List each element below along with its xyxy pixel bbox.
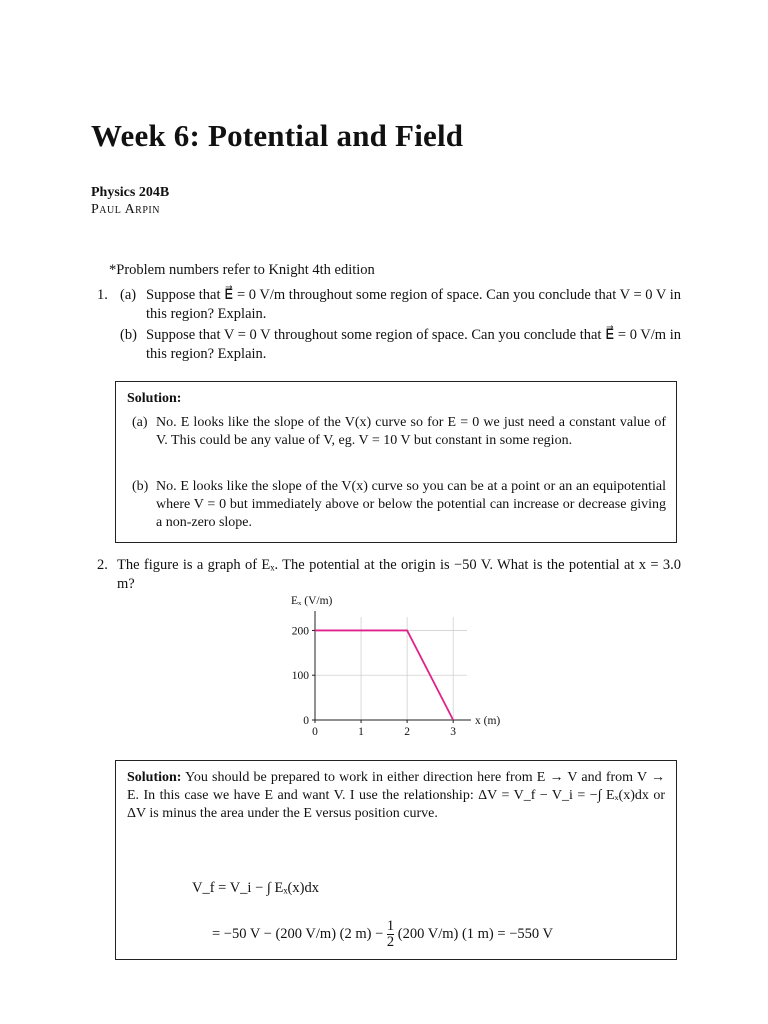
y-tick-label: 100: [291, 670, 309, 683]
x-tick-label: 0: [312, 726, 318, 738]
solution-heading: Solution:: [127, 770, 182, 785]
part-label: (b): [132, 479, 149, 494]
part-label: (b): [120, 327, 137, 343]
eq-part-a: = −50 V − (200 V/m) (2 m) −: [212, 925, 384, 942]
problem-1b: [120, 326, 681, 364]
x-tick-label: 1: [358, 726, 364, 738]
x-tick-label: 3: [450, 726, 457, 738]
course-name: Physics 204B: [91, 185, 170, 200]
part-text: Suppose that V = 0 V throughout some region of space. Can you conclude that E⃗ = 0 V/m in this region? Explain.: [146, 327, 681, 362]
problem-text: The figure is a graph of Eₓ. The potential at the origin is −50 V. What is the potential at x = 3.0 m?: [117, 557, 681, 592]
part-text: No. E looks like the slope of the V(x) curve so you can be at a point or an an equipotential where V = 0 but immediately above or below the potential can increase or decrease giving a non-zero slope.: [156, 479, 666, 530]
solution-text-block: [127, 769, 665, 823]
solution-1b: [132, 478, 666, 536]
solution-text: You should be prepared to work in either direction here from E → V and from V → E. In this case we have E and want V. I use the relationship: ΔV = V_f − V_i = −∫ Eₓ(x)dx or ΔV is minus the area under the E versus position curve.: [127, 770, 665, 821]
equation-line-2: [212, 919, 553, 950]
part-text: No. E looks like the slope of the V(x) curve so for E = 0 we just need a constant value of V. This could be any value of V, eg. V = 10 V but constant in some region.: [156, 415, 666, 448]
x-axis-label: x (m): [475, 715, 501, 727]
solution-1a: [132, 414, 666, 472]
page-title: Week 6: Potential and Field: [91, 118, 464, 153]
fraction-numerator: 1: [386, 918, 395, 934]
y-tick-label: 200: [291, 625, 309, 638]
ex-graph: [280, 588, 520, 748]
part-text: Suppose that E⃗ = 0 V/m throughout some region of space. Can you conclude that V = 0 V in this region? Explain.: [146, 287, 681, 322]
solution-box-2: [115, 760, 677, 960]
y-tick-label: 0: [303, 715, 309, 727]
problem-number: 1.: [97, 287, 108, 303]
problem-1a: [120, 286, 681, 324]
y-axis-label: Eₓ (V/m): [291, 595, 333, 607]
edition-note: *Problem numbers refer to Knight 4th edition: [109, 262, 375, 278]
solution-box-1: [115, 381, 677, 543]
fraction: [387, 919, 394, 950]
part-label: (a): [120, 287, 137, 303]
fraction-denominator: 2: [386, 934, 395, 950]
solution-heading: Solution:: [127, 391, 182, 406]
part-label: (a): [132, 415, 148, 430]
eq-part-b: (200 V/m) (1 m) = −550 V: [397, 925, 553, 942]
equation-line-1: V_f = V_i − ∫ Eₓ(x)dx: [192, 880, 319, 896]
author-name: Paul Arpin: [91, 202, 160, 217]
problem-number: 2.: [97, 557, 108, 573]
x-tick-label: 2: [404, 726, 410, 738]
